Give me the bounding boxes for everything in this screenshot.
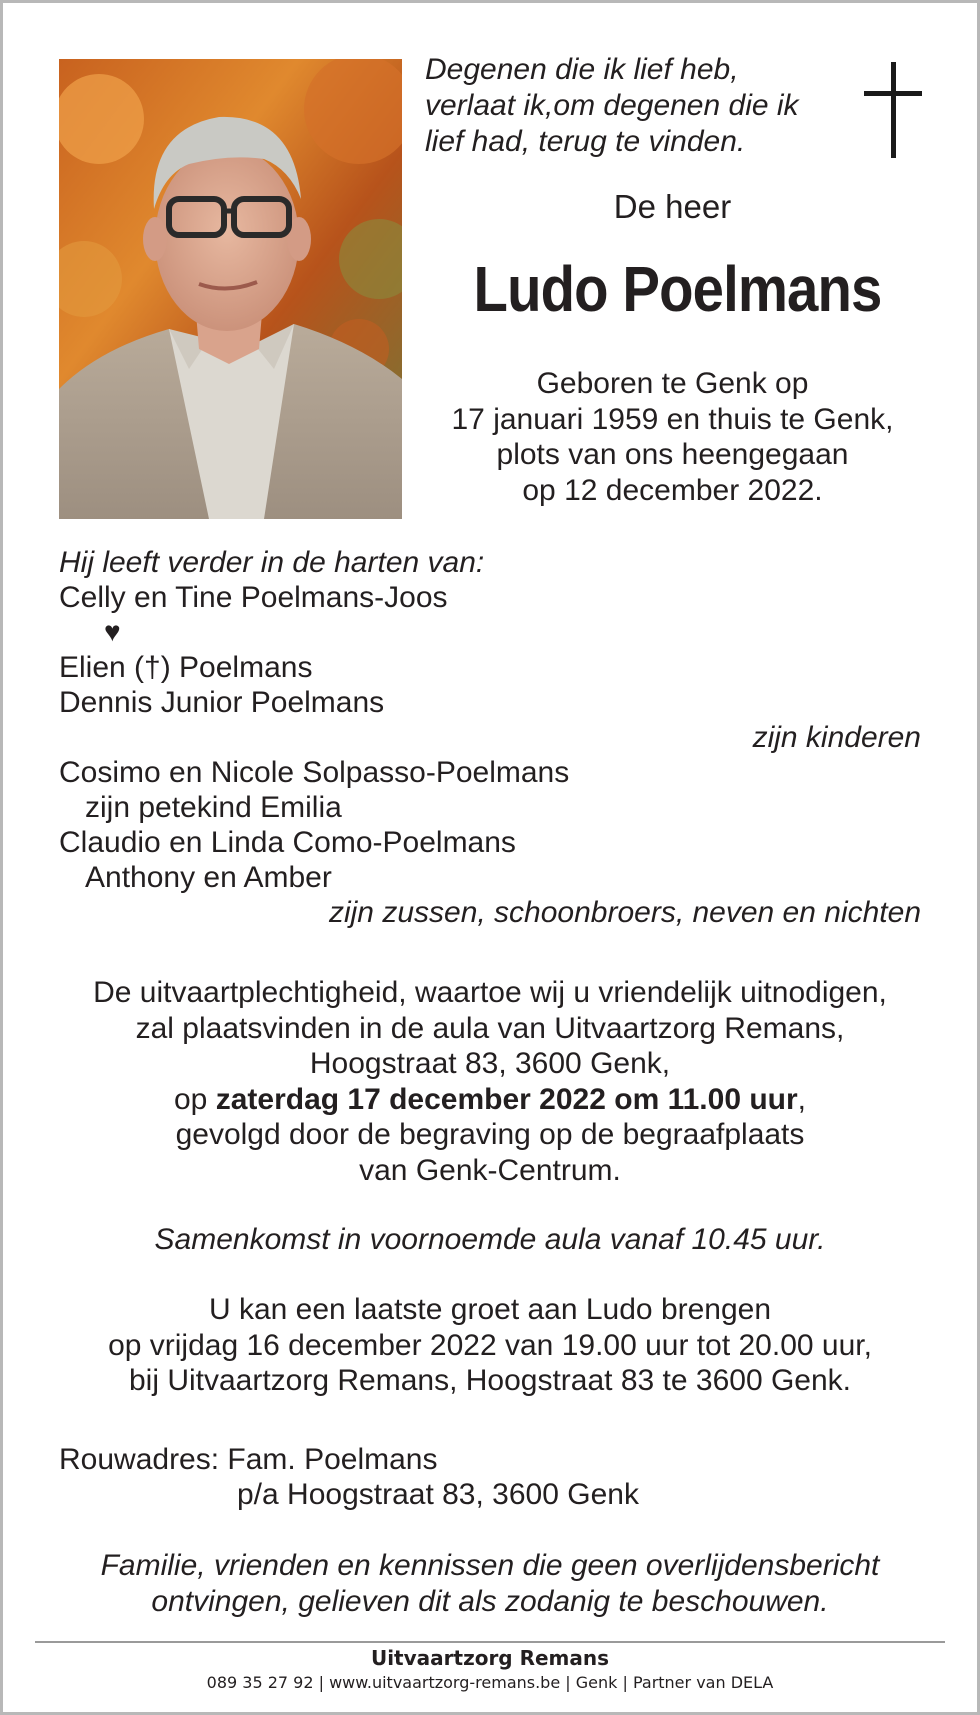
footer-contact: 089 35 27 92 | www.uitvaartzorg-remans.be | Genk | Partner van DELA xyxy=(206,1673,774,1692)
ceremony-line: Hoogstraat 83, 3600 Genk, xyxy=(309,1047,671,1080)
family-line: Celly en Tine Poelmans-Joos xyxy=(59,581,448,614)
family-line: Anthony en Amber xyxy=(85,861,332,894)
birth-death-info xyxy=(425,366,920,508)
farewell-line: op vrijdag 16 december 2022 van 19.00 uur tot 20.00 uur, xyxy=(108,1328,872,1362)
deceased-name: Ludo Poelmans xyxy=(473,253,882,325)
gathering-info: Samenkomst in voornoemde aula vanaf 10.45 uur. xyxy=(154,1223,826,1256)
ceremony-date-line: op zaterdag 17 december 2022 om 11.00 uur, xyxy=(173,1082,807,1116)
family-line: Dennis Junior Poelmans xyxy=(59,686,385,719)
memorial-quote xyxy=(425,52,845,160)
family-line: zijn petekind Emilia xyxy=(85,791,342,824)
family-line: Cosimo en Nicole Solpasso-Poelmans xyxy=(59,756,570,789)
ceremony-line: De uitvaartplechtigheid, waartoe wij u vriendelijk uitnodigen, xyxy=(93,976,887,1009)
footer-company: Uitvaartzorg Remans xyxy=(370,1646,610,1670)
honorific: De heer xyxy=(613,188,732,225)
family-line: Claudio en Linda Como-Poelmans xyxy=(59,826,516,859)
farewell-info xyxy=(40,1292,940,1399)
farewell-line: U kan een laatste groet aan Ludo brengen xyxy=(208,1293,772,1326)
born-line: op 12 december 2022. xyxy=(522,473,823,507)
ceremony-line: zal plaatsvinden in de aula van Uitvaartzorg Remans, xyxy=(135,1011,845,1045)
footer-divider xyxy=(35,1641,945,1643)
ceremony-line: gevolgd door de begraving op de begraafplaats xyxy=(175,1118,805,1151)
ceremony-line: van Genk-Centrum. xyxy=(359,1153,621,1187)
family-role: zijn zussen, schoonbroers, neven en nichten xyxy=(328,896,921,929)
ceremony-date: zaterdag 17 december 2022 om 11.00 uur xyxy=(215,1082,798,1116)
family-line: Elien (†) Poelmans xyxy=(59,651,313,684)
portrait-photo xyxy=(59,59,402,519)
family-intro: Hij leeft verder in de harten van: xyxy=(59,546,485,579)
address-line: Rouwadres: Fam. Poelmans xyxy=(59,1443,438,1476)
quote-line: lief had, terug te vinden. xyxy=(425,125,746,158)
notice-line: Familie, vrienden en kennissen die geen overlijdensbericht xyxy=(100,1549,880,1582)
cross-icon xyxy=(864,62,922,158)
heart-icon: ♥ xyxy=(104,616,121,647)
address-line: p/a Hoogstraat 83, 3600 Genk xyxy=(237,1478,639,1511)
ceremony-info xyxy=(40,975,940,1188)
notice-line: ontvingen, gelieven dit als zodanig te beschouwen. xyxy=(151,1584,829,1618)
notice xyxy=(40,1548,940,1619)
born-line: 17 januari 1959 en thuis te Genk, xyxy=(451,402,894,436)
family-role: zijn kinderen xyxy=(752,721,921,754)
quote-line: verlaat ik,om degenen die ik xyxy=(425,89,799,122)
quote-line: Degenen die ik lief heb, xyxy=(425,53,739,86)
farewell-line: bij Uitvaartzorg Remans, Hoogstraat 83 te 3600 Genk. xyxy=(128,1364,852,1397)
born-line: plots van ons heengegaan xyxy=(496,438,849,471)
born-line: Geboren te Genk op xyxy=(536,367,809,400)
